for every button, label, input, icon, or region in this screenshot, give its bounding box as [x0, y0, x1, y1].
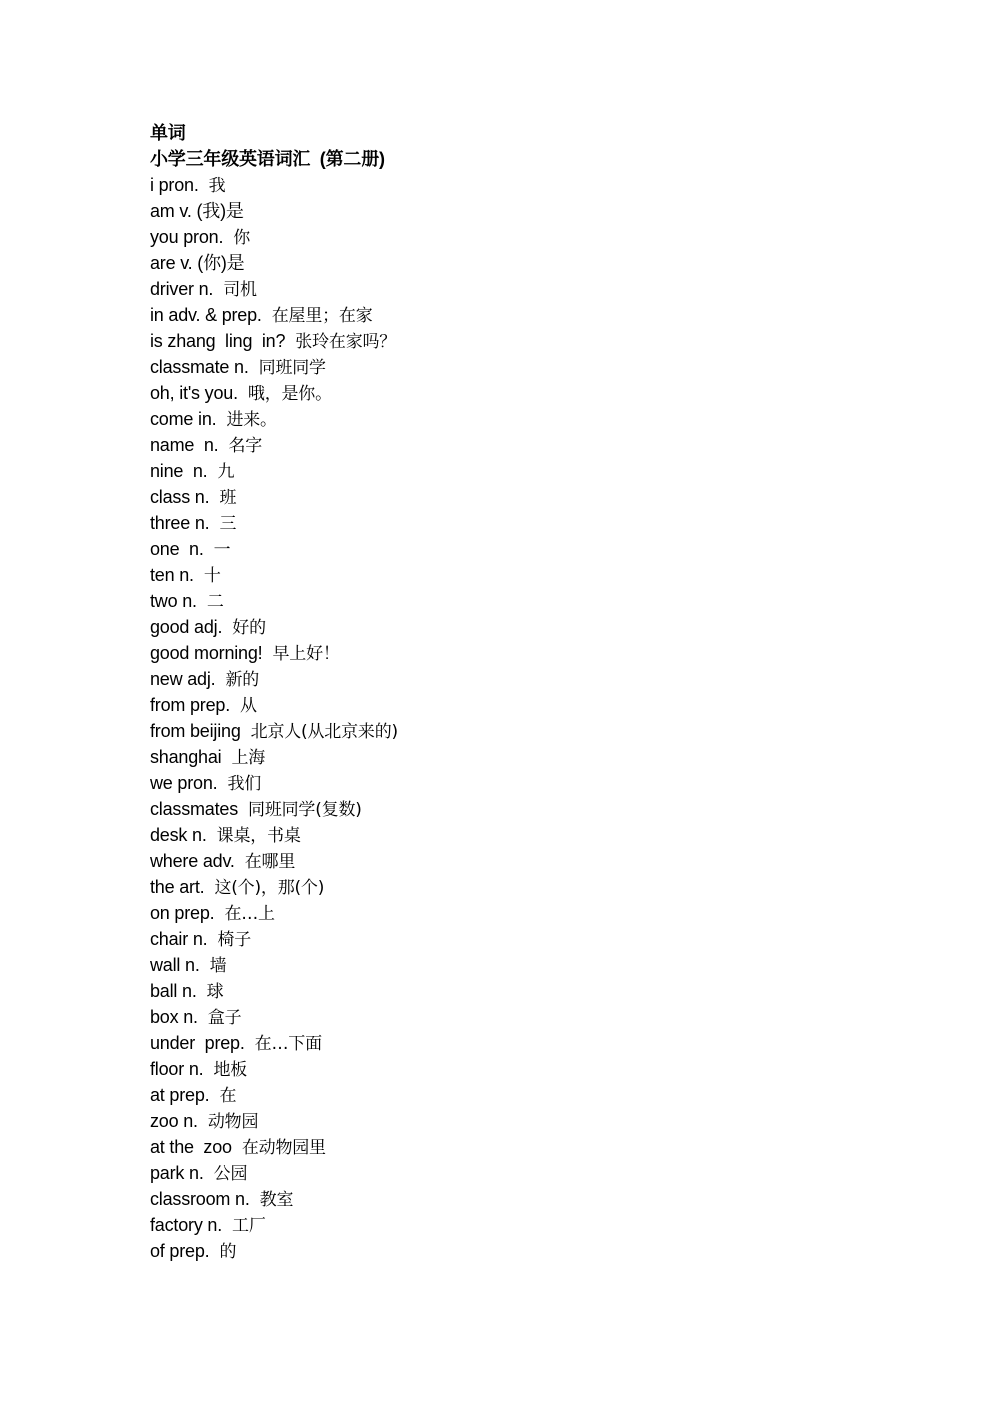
entry-chinese: 在…上 [224, 904, 275, 924]
vocabulary-entry [150, 536, 910, 562]
entry-english: you pron. [150, 227, 224, 247]
entry-chinese: 好的 [232, 618, 266, 638]
vocabulary-entry [150, 510, 910, 536]
entry-english: i pron. [150, 175, 199, 195]
entry-chinese: 十 [203, 566, 221, 586]
entry-chinese: 在…下面 [254, 1034, 322, 1054]
entry-english: name n. [150, 435, 219, 455]
entry-english: where adv. [150, 851, 235, 871]
entry-chinese: 在动物园里 [241, 1138, 326, 1158]
entry-english: new adj. [150, 669, 216, 689]
entry-english: two n. [150, 591, 197, 611]
entry-chinese: 同班同学(复数) [248, 800, 362, 820]
vocabulary-entry [150, 718, 910, 744]
entry-chinese: 这(个)，那(个) [214, 878, 325, 898]
vocabulary-entry [150, 1160, 910, 1186]
entry-english: driver n. [150, 279, 214, 299]
entry-english: come in. [150, 409, 217, 429]
entry-chinese: 在 [219, 1086, 237, 1106]
entry-chinese: 从 [240, 696, 257, 716]
vocabulary-entry [150, 276, 910, 302]
vocabulary-entry [150, 900, 910, 926]
entry-english: classroom n. [150, 1189, 250, 1209]
vocabulary-entry [150, 1004, 910, 1030]
vocabulary-entry [150, 1186, 910, 1212]
entry-english: nine n. [150, 461, 208, 481]
vocabulary-entry [150, 926, 910, 952]
entry-english: on prep. [150, 903, 215, 923]
entry-english: chair n. [150, 929, 208, 949]
entry-chinese: 盒子 [207, 1008, 242, 1028]
vocabulary-entry [150, 172, 910, 198]
vocabulary-entry [150, 770, 910, 796]
vocabulary-entry [150, 692, 910, 718]
entry-chinese: 新的 [225, 670, 260, 690]
entry-english: class n. [150, 487, 210, 507]
entry-english: park n. [150, 1163, 204, 1183]
entry-english: from prep. [150, 695, 231, 715]
entry-english: at the zoo [150, 1137, 232, 1157]
vocabulary-entry [150, 1082, 910, 1108]
document-page [150, 120, 910, 1264]
document-title: 小学三年级英语词汇 (第二册) [150, 149, 385, 169]
entry-chinese: 课桌，书桌 [216, 826, 301, 846]
entry-english: in adv. & prep. [150, 305, 262, 325]
vocabulary-entry [150, 484, 910, 510]
entry-chinese: 墙 [209, 956, 227, 976]
entry-english: floor n. [150, 1059, 204, 1079]
vocabulary-entry [150, 1212, 910, 1238]
entry-english: good adj. [150, 617, 223, 637]
entry-english: oh, it's you. [150, 383, 238, 403]
entry-chinese: 我 [208, 176, 226, 196]
vocabulary-entry [150, 380, 910, 406]
entry-english: good morning! [150, 643, 263, 663]
vocabulary-entry [150, 328, 910, 354]
vocabulary-entry [150, 796, 910, 822]
vocabulary-entry [150, 822, 910, 848]
entry-english: wall n. [150, 955, 200, 975]
vocabulary-entry [150, 744, 910, 770]
vocabulary-entry [150, 250, 910, 276]
vocabulary-entry [150, 1134, 910, 1160]
entry-chinese: 在屋里；在家 [271, 306, 373, 326]
entry-english: ball n. [150, 981, 197, 1001]
entry-chinese: 二 [206, 592, 224, 612]
entry-chinese: 北京人(从北京来的) [250, 722, 398, 742]
entry-english: factory n. [150, 1215, 223, 1235]
entry-english: ten n. [150, 565, 194, 585]
vocabulary-entry [150, 588, 910, 614]
entry-chinese: 司机 [223, 280, 257, 300]
entry-english: from beijing [150, 721, 241, 741]
vocabulary-entry [150, 978, 910, 1004]
entry-chinese: 九 [217, 462, 235, 482]
entry-english: under prep. [150, 1033, 245, 1053]
entry-english: are v. (你)是 [150, 253, 245, 273]
entry-chinese: 名字 [228, 436, 263, 456]
vocabulary-list [150, 172, 910, 1264]
vocabulary-entry [150, 1238, 910, 1264]
entry-english: one n. [150, 539, 204, 559]
entry-chinese: 同班同学 [258, 358, 326, 378]
vocabulary-entry [150, 1056, 910, 1082]
entry-english: the art. [150, 877, 205, 897]
vocabulary-entry [150, 1108, 910, 1134]
entry-chinese: 教室 [259, 1190, 294, 1210]
entry-chinese: 上海 [231, 748, 266, 768]
document-heading: 单词 [150, 123, 186, 143]
entry-chinese: 工厂 [232, 1216, 266, 1236]
entry-english: of prep. [150, 1241, 210, 1261]
entry-english: am v. (我)是 [150, 201, 244, 221]
vocabulary-entry [150, 640, 910, 666]
vocabulary-entry [150, 562, 910, 588]
vocabulary-entry [150, 354, 910, 380]
entry-english: we pron. [150, 773, 218, 793]
entry-chinese: 你 [233, 228, 251, 248]
vocabulary-entry [150, 848, 910, 874]
entry-chinese: 一 [213, 540, 231, 560]
entry-chinese: 球 [206, 982, 224, 1002]
vocabulary-entry [150, 1030, 910, 1056]
entry-english: three n. [150, 513, 210, 533]
vocabulary-entry [150, 614, 910, 640]
entry-chinese: 地板 [213, 1060, 248, 1080]
vocabulary-entry [150, 458, 910, 484]
entry-english: zoo n. [150, 1111, 198, 1131]
entry-chinese: 动物园 [207, 1112, 259, 1132]
vocabulary-entry [150, 406, 910, 432]
vocabulary-entry [150, 224, 910, 250]
entry-chinese: 椅子 [217, 930, 252, 950]
entry-chinese: 在哪里 [244, 852, 296, 872]
entry-chinese: 进来。 [226, 410, 277, 430]
vocabulary-entry [150, 198, 910, 224]
entry-chinese: 早上好！ [272, 644, 340, 664]
vocabulary-entry [150, 666, 910, 692]
vocabulary-entry [150, 432, 910, 458]
entry-english: shanghai [150, 747, 222, 767]
entry-english: box n. [150, 1007, 198, 1027]
entry-english: desk n. [150, 825, 207, 845]
entry-chinese: 哦，是你。 [247, 384, 332, 404]
entry-english: is zhang ling in? [150, 331, 286, 351]
entry-chinese: 张玲在家吗？ [295, 332, 397, 352]
entry-english: at prep. [150, 1085, 210, 1105]
vocabulary-entry [150, 874, 910, 900]
entry-chinese: 公园 [213, 1164, 248, 1184]
entry-chinese: 三 [219, 514, 237, 534]
entry-chinese: 班 [219, 488, 237, 508]
entry-english: classmate n. [150, 357, 249, 377]
entry-chinese: 我们 [227, 774, 262, 794]
entry-chinese: 的 [219, 1242, 237, 1262]
entry-english: classmates [150, 799, 239, 819]
vocabulary-entry [150, 952, 910, 978]
vocabulary-entry [150, 302, 910, 328]
